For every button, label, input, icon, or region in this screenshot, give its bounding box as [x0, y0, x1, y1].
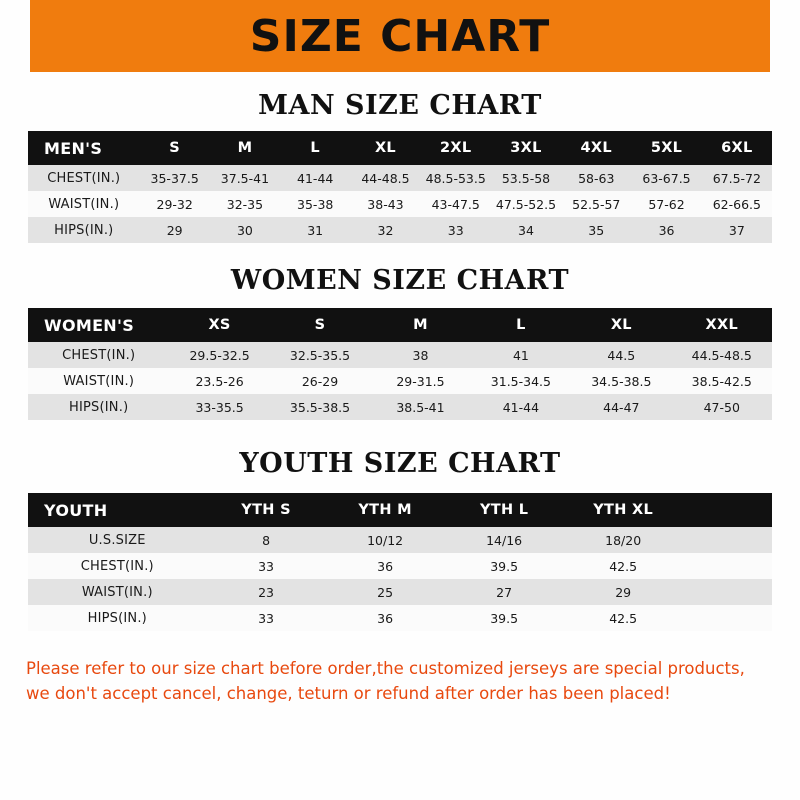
cell: 42.5 [564, 605, 683, 631]
order-policy-note [0, 657, 800, 707]
cell: 67.5-72 [702, 165, 772, 191]
table-header-row [28, 493, 772, 527]
row-label: HIPS(IN.) [28, 394, 169, 420]
cell: 30 [210, 217, 280, 243]
cell: 41-44 [280, 165, 350, 191]
row-label: CHEST(IN.) [28, 342, 169, 368]
note-line-2: we don't accept cancel, change, teturn or refund after order has been placed! [26, 683, 671, 703]
row-label: CHEST(IN.) [28, 165, 140, 191]
note-line-1: Please refer to our size chart before order,the customized jerseys are special products, [26, 659, 745, 678]
cell: 31 [280, 217, 350, 243]
cell: 58-63 [561, 165, 631, 191]
cell: 44.5-48.5 [672, 342, 772, 368]
table-row [28, 553, 772, 579]
cell: 44-47 [571, 394, 671, 420]
cell: 36 [326, 553, 445, 579]
cell: 44-48.5 [350, 165, 420, 191]
column-header: XXL [672, 308, 772, 342]
column-header: M [210, 131, 280, 165]
column-header: L [280, 131, 350, 165]
cell: 33 [207, 605, 326, 631]
column-header: YTH M [326, 493, 445, 527]
man-size-table [28, 131, 772, 243]
cell: 57-62 [631, 191, 701, 217]
cell: 62-66.5 [702, 191, 772, 217]
column-header: S [270, 308, 370, 342]
cell: 35.5-38.5 [270, 394, 370, 420]
cell: 63-67.5 [631, 165, 701, 191]
column-header: YOUTH [28, 493, 207, 527]
column-header: 4XL [561, 131, 631, 165]
cell: 31.5-34.5 [471, 368, 571, 394]
column-header: 6XL [702, 131, 772, 165]
cell: 36 [326, 605, 445, 631]
women-section-title: WOMEN SIZE CHART [230, 265, 570, 296]
cell: 47.5-52.5 [491, 191, 561, 217]
table-row [28, 165, 772, 191]
column-header: YTH S [207, 493, 326, 527]
women-table-wrap [0, 308, 800, 420]
man-section-title: MAN SIZE CHART [258, 90, 542, 121]
column-header: XS [169, 308, 269, 342]
cell-spacer [683, 553, 772, 579]
column-header: YTH XL [564, 493, 683, 527]
cell: 26-29 [270, 368, 370, 394]
column-header: 5XL [631, 131, 701, 165]
cell: 44.5 [571, 342, 671, 368]
cell: 10/12 [326, 527, 445, 553]
table-row [28, 579, 772, 605]
cell: 34 [491, 217, 561, 243]
cell: 39.5 [445, 605, 564, 631]
cell: 25 [326, 579, 445, 605]
cell: 27 [445, 579, 564, 605]
cell: 36 [631, 217, 701, 243]
cell: 35-38 [280, 191, 350, 217]
cell: 29 [564, 579, 683, 605]
cell: 35 [561, 217, 631, 243]
table-row [28, 342, 772, 368]
row-label: CHEST(IN.) [28, 553, 207, 579]
cell: 38 [370, 342, 470, 368]
cell: 38.5-41 [370, 394, 470, 420]
column-header: 2XL [421, 131, 491, 165]
table-row [28, 527, 772, 553]
cell: 29.5-32.5 [169, 342, 269, 368]
cell: 41 [471, 342, 571, 368]
cell: 23 [207, 579, 326, 605]
cell: 14/16 [445, 527, 564, 553]
cell: 29 [140, 217, 210, 243]
cell: 33 [421, 217, 491, 243]
cell-spacer [683, 605, 772, 631]
cell: 38.5-42.5 [672, 368, 772, 394]
cell: 52.5-57 [561, 191, 631, 217]
cell: 42.5 [564, 553, 683, 579]
cell: 18/20 [564, 527, 683, 553]
column-header: 3XL [491, 131, 561, 165]
cell: 33 [207, 553, 326, 579]
row-label: WAIST(IN.) [28, 579, 207, 605]
cell: 37 [702, 217, 772, 243]
page-title: SIZE CHART [249, 10, 551, 62]
row-label: HIPS(IN.) [28, 605, 207, 631]
cell: 37.5-41 [210, 165, 280, 191]
table-row [28, 605, 772, 631]
cell: 39.5 [445, 553, 564, 579]
column-header: YTH L [445, 493, 564, 527]
column-header: L [471, 308, 571, 342]
table-row [28, 217, 772, 243]
cell: 33-35.5 [169, 394, 269, 420]
cell: 34.5-38.5 [571, 368, 671, 394]
table-row [28, 394, 772, 420]
youth-size-table [28, 493, 772, 631]
row-label: WAIST(IN.) [28, 368, 169, 394]
column-header-spacer [683, 493, 772, 527]
table-row [28, 191, 772, 217]
row-label: U.S.SIZE [28, 527, 207, 553]
cell: 8 [207, 527, 326, 553]
cell: 47-50 [672, 394, 772, 420]
cell: 41-44 [471, 394, 571, 420]
youth-table-wrap [0, 493, 800, 631]
cell: 53.5-58 [491, 165, 561, 191]
column-header: WOMEN'S [28, 308, 169, 342]
table-header-row [28, 131, 772, 165]
column-header: M [370, 308, 470, 342]
table-row [28, 368, 772, 394]
row-label: HIPS(IN.) [28, 217, 140, 243]
cell-spacer [683, 527, 772, 553]
cell-spacer [683, 579, 772, 605]
column-header: S [140, 131, 210, 165]
cell: 29-31.5 [370, 368, 470, 394]
cell: 43-47.5 [421, 191, 491, 217]
table-header-row [28, 308, 772, 342]
youth-section-title: YOUTH SIZE CHART [239, 448, 561, 479]
column-header: XL [571, 308, 671, 342]
row-label: WAIST(IN.) [28, 191, 140, 217]
cell: 23.5-26 [169, 368, 269, 394]
cell: 48.5-53.5 [421, 165, 491, 191]
cell: 38-43 [350, 191, 420, 217]
cell: 32.5-35.5 [270, 342, 370, 368]
cell: 35-37.5 [140, 165, 210, 191]
cell: 29-32 [140, 191, 210, 217]
banner [0, 0, 800, 72]
man-table-wrap [0, 131, 800, 243]
cell: 32-35 [210, 191, 280, 217]
women-size-table [28, 308, 772, 420]
column-header: XL [350, 131, 420, 165]
column-header: MEN'S [28, 131, 140, 165]
cell: 32 [350, 217, 420, 243]
